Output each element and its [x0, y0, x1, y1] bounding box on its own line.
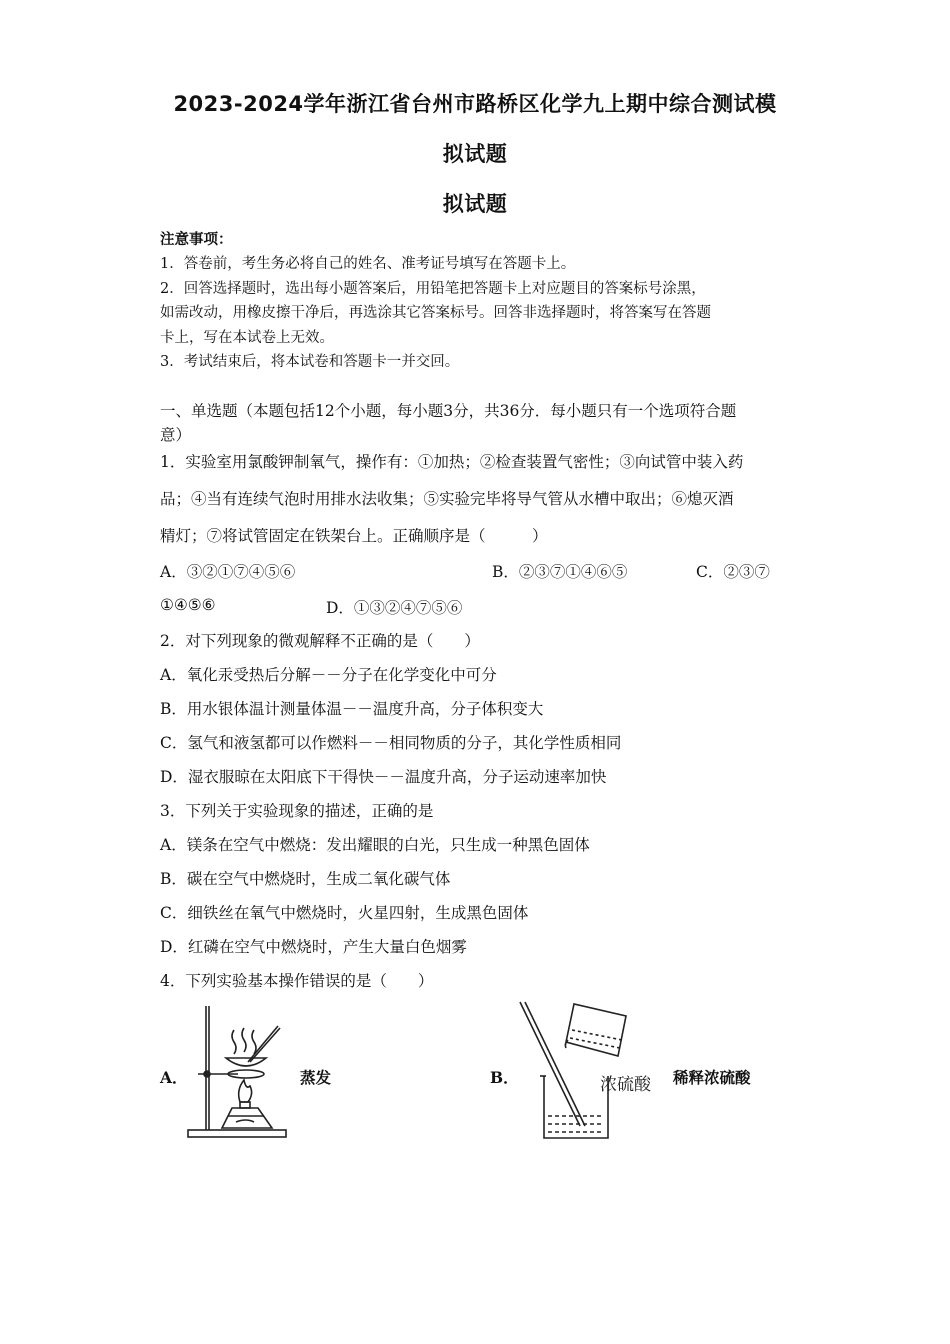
q3-option-d: D．红磷在空气中燃烧时，产生大量白色烟雾	[160, 938, 467, 956]
q3-option-b: B．碳在空气中燃烧时，生成二氧化碳气体	[160, 870, 451, 888]
q3-option-c: C．细铁丝在氧气中燃烧时，火星四射，生成黑色固体	[160, 904, 529, 922]
q4-stem: 4．下列实验基本操作错误的是（ ）	[160, 972, 434, 990]
notice-item: 如需改动，用橡皮擦干净后，再选涂其它答案标号。回答非选择题时，将答案写在答题	[160, 305, 711, 321]
dilution-apparatus-figure	[516, 998, 656, 1142]
q2-stem: 2．对下列现象的微观解释不正确的是（ ）	[160, 632, 480, 650]
q4-option-a-caption: 蒸发	[300, 1068, 332, 1087]
q2-option-b: B．用水银体温计测量体温－－温度升高，分子体积变大	[160, 700, 544, 718]
q3-stem: 3．下列关于实验现象的描述，正确的是	[160, 802, 434, 820]
q1-stem-line2: 品；④当有连续气泡时用排水法收集；⑤实验完毕将导气管从水槽中取出；⑥熄灭酒	[160, 490, 734, 508]
notice-item: 2．回答选择题时，选出每小题答案后，用铅笔把答题卡上对应题目的答案标号涂黑，	[160, 281, 706, 297]
page-title-line2: 拟试题	[442, 142, 508, 166]
q1-option-b: B．②③⑦①④⑥⑤	[492, 563, 628, 581]
q2-option-d: D．湿衣服晾在太阳底下干得快－－温度升高，分子运动速率加快	[160, 768, 607, 786]
q4-option-a-letter: A．	[160, 1068, 188, 1087]
section-heading-cont: 意）	[160, 426, 192, 444]
q3-option-a: A．镁条在空气中燃烧：发出耀眼的白光，只生成一种黑色固体	[160, 836, 590, 854]
q1-option-c-cont: ①④⑤⑥	[160, 596, 216, 614]
q1-option-c: C．②③⑦	[696, 563, 770, 581]
conc-sulfuric-acid-label: 浓硫酸	[600, 1075, 651, 1095]
page-title-line1: 2023-2024学年浙江省台州市路桥区化学九上期中综合测试模	[173, 92, 777, 116]
q2-option-c: C．氢气和液氢都可以作燃料－－相同物质的分子，其化学性质相同	[160, 734, 622, 752]
q4-option-b-caption: 稀释浓硫酸	[673, 1068, 751, 1087]
q2-option-a: A．氧化汞受热后分解－－分子在化学变化中可分	[160, 666, 497, 684]
notice-item: 卡上，写在本试卷上无效。	[160, 330, 334, 346]
q1-option-a: A．③②①⑦④⑤⑥	[160, 563, 296, 581]
q1-stem-line1: 1．实验室用氯酸钾制氧气，操作有：①加热；②检查装置气密性；③向试管中装入药	[160, 453, 744, 471]
q1-stem-line3: 精灯；⑦将试管固定在铁架台上。正确顺序是（ ）	[160, 527, 548, 545]
notice-item: 1．答卷前，考生务必将自己的姓名、准考证号填写在答题卡上。	[160, 256, 576, 272]
section-heading: 一、单选题（本题包括12个小题，每小题3分，共36分．每小题只有一个选项符合题	[160, 402, 737, 420]
notice-item: 3．考试结束后，将本试卷和答题卡一并交回。	[160, 354, 460, 370]
notice-heading: 注意事项：	[160, 231, 233, 248]
q4-option-b-letter: B．	[490, 1068, 519, 1087]
evaporation-apparatus-figure	[186, 1002, 290, 1140]
page-title-line3: 拟试题	[442, 192, 508, 216]
q1-option-d: D．①③②④⑦⑤⑥	[326, 599, 463, 617]
